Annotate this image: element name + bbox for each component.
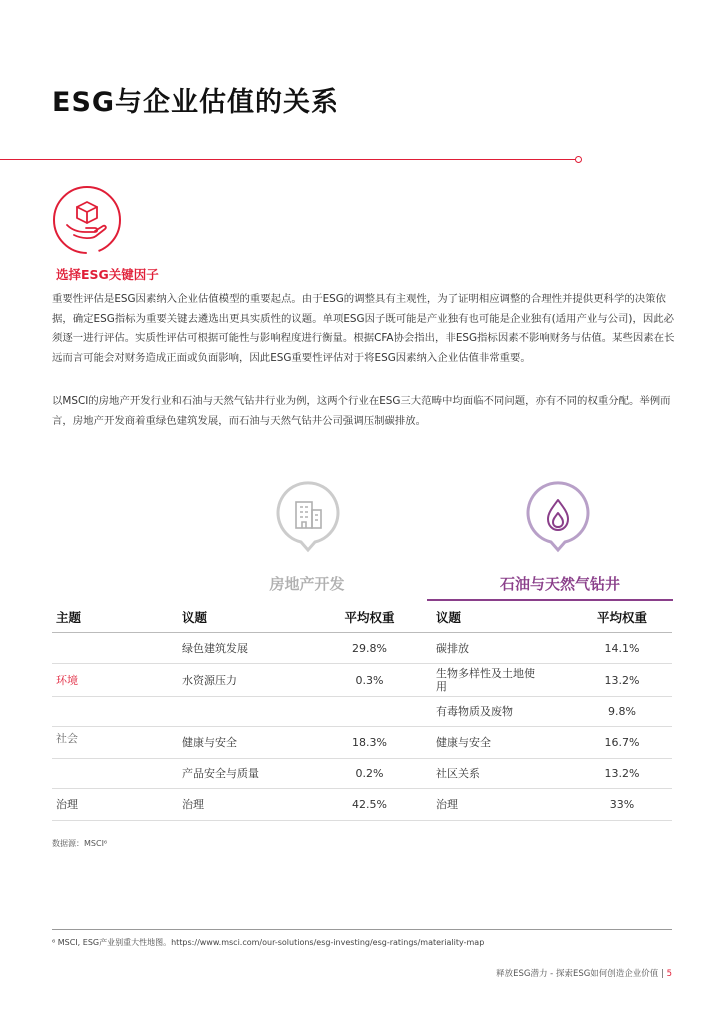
table-row bbox=[52, 664, 672, 697]
header-re-issue: 议题 bbox=[182, 609, 208, 625]
og-weight: 13.2% bbox=[604, 673, 640, 687]
row-theme bbox=[56, 697, 166, 726]
re-issue bbox=[182, 697, 307, 726]
row-theme: 治理 bbox=[56, 798, 78, 811]
page-footer bbox=[496, 967, 672, 979]
row-theme bbox=[56, 633, 166, 663]
re-weight: 18.3% bbox=[352, 736, 387, 749]
sector-label-oil-gas: 石油与天然气钻井 bbox=[499, 575, 620, 593]
header-og-issue: 议题 bbox=[436, 609, 462, 625]
re-weight: 0.2% bbox=[355, 767, 384, 780]
re-issue: 产品安全与质量 bbox=[182, 767, 259, 780]
paragraph-msci-example: 以MSCI的房地产开发行业和石油与天然气钻井行业为例，这两个行业在ESG三大范畴中均面临不同问题，亦有不同的权重分配。举例而言，房地产开发商着重绿色建筑发展，而石油与天然气钻井公司强调压制碳排放。 bbox=[52, 395, 671, 427]
divider-end-dot bbox=[575, 156, 582, 163]
re-weight: 29.8% bbox=[352, 641, 387, 655]
re-issue: 绿色建筑发展 bbox=[182, 641, 248, 655]
og-issue: 生物多样性及土地使用 bbox=[436, 667, 535, 693]
re-issue: 治理 bbox=[182, 798, 204, 811]
page-title: ESG与企业估值的关系 bbox=[52, 87, 340, 118]
re-weight: 42.5% bbox=[352, 798, 387, 811]
title-divider bbox=[0, 159, 578, 160]
og-weight: 14.1% bbox=[604, 641, 640, 655]
og-weight: 13.2% bbox=[604, 767, 640, 780]
og-weight: 16.7% bbox=[604, 736, 640, 749]
footer-text: 释放ESG潜力 - 探索ESG如何创造企业价值 | bbox=[496, 969, 664, 979]
footnote-divider bbox=[52, 929, 672, 930]
re-issue: 健康与安全 bbox=[182, 736, 237, 749]
section-title: 选择ESG关键因子 bbox=[56, 267, 159, 282]
re-weight: 0.3% bbox=[355, 673, 384, 687]
hand-cube-icon bbox=[52, 185, 122, 255]
table-row bbox=[52, 697, 672, 727]
og-issue: 社区关系 bbox=[436, 767, 480, 780]
table-row bbox=[52, 633, 672, 664]
esg-weight-table bbox=[52, 602, 672, 821]
flame-icon bbox=[520, 480, 596, 556]
og-weight: 33% bbox=[609, 798, 635, 811]
sector-label-real-estate: 房地产开发 bbox=[269, 575, 345, 593]
re-weight bbox=[312, 697, 427, 726]
row-theme bbox=[56, 759, 166, 788]
og-issue: 碳排放 bbox=[436, 641, 469, 655]
row-theme: 环境 bbox=[56, 673, 78, 687]
table-row bbox=[52, 727, 672, 759]
footnote: ⁶ MSCI, ESG产业别重大性地图。https://www.msci.com/our-solutions/esg-investing/esg-ratings/materiality-map bbox=[52, 938, 485, 947]
og-issue: 治理 bbox=[436, 798, 458, 811]
page-number: 5 bbox=[666, 969, 672, 979]
re-issue: 水资源压力 bbox=[182, 673, 237, 687]
table-row bbox=[52, 759, 672, 789]
building-icon bbox=[270, 480, 346, 556]
paragraph-materiality: 重要性评估是ESG因素纳入企业估值模型的重要起点。由于ESG的调整具有主观性，为了证明相应调整的合理性并提供更科学的决策依据，确定ESG指标为重要关键去遴选出更具实质性的议题。单项ESG因子既可能是产业独有也可能是企业独有(适用产业与公司)，因此必须逐一进行评估。实质性评估可根据可能性与影响程度进行衡量。根据CFA协会指出，非ESG指标因素不影响财务与估值。某些因素在长远而言可能会对财务造成正面或负面影响，因此ESG重要性评估对于将ESG因素纳入企业估值非常重要。 bbox=[52, 293, 675, 364]
header-re-weight: 平均权重 bbox=[344, 609, 395, 625]
oil-gas-underline bbox=[427, 599, 673, 601]
header-og-weight: 平均权重 bbox=[596, 609, 647, 625]
row-theme: 社会 bbox=[56, 732, 78, 745]
table-row bbox=[52, 789, 672, 821]
og-weight: 9.8% bbox=[608, 705, 636, 718]
data-source: 数据源：MSCI⁶ bbox=[52, 839, 108, 848]
header-theme: 主题 bbox=[56, 609, 82, 625]
og-issue: 健康与安全 bbox=[436, 736, 491, 749]
og-issue: 有毒物质及废物 bbox=[436, 705, 513, 718]
table-header-row bbox=[52, 602, 672, 633]
